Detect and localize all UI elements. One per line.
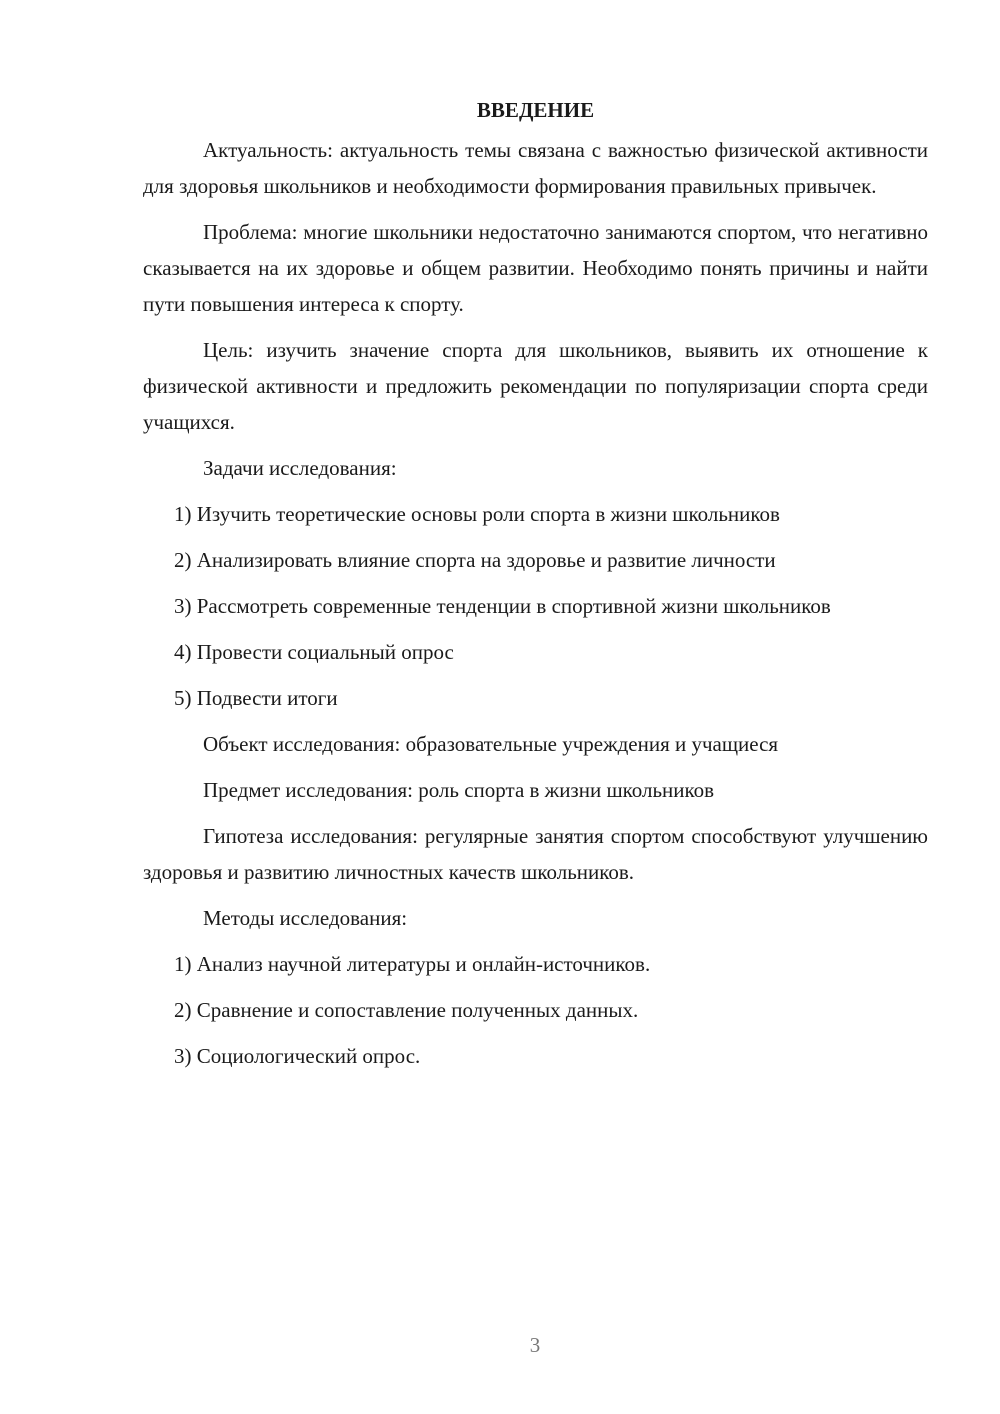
subject-paragraph: Предмет исследования: роль спорта в жизни школьников xyxy=(203,778,715,802)
object-paragraph: Объект исследования: образовательные учреждения и учащиеся xyxy=(203,732,779,756)
task-item: 2) Анализировать влияние спорта на здоровье и развитие личности xyxy=(174,548,776,572)
page-number: 3 xyxy=(529,1333,541,1357)
method-item: 3) Социологический опрос. xyxy=(174,1044,421,1068)
task-item: 5) Подвести итоги xyxy=(174,686,338,710)
task-item: 4) Провести социальный опрос xyxy=(174,640,454,664)
document-body xyxy=(143,92,928,1084)
relevance-paragraph: Актуальность: актуальность темы связана с важностью физической активности для здоровья школьников и необходимости формирования правильных привычек. xyxy=(143,138,928,198)
method-item: 1) Анализ научной литературы и онлайн-источников. xyxy=(174,952,651,976)
goal-paragraph: Цель: изучить значение спорта для школьников, выявить их отношение к физической активности и предложить рекомендации по популяризации спорта среди учащихся. xyxy=(143,338,928,434)
section-heading: ВВЕДЕНИЕ xyxy=(476,98,595,122)
hypothesis-paragraph: Гипотеза исследования: регулярные занятия спортом способствуют улучшению здоровья и развитию личностных качеств школьников. xyxy=(143,824,928,884)
task-item: 3) Рассмотреть современные тенденции в спортивной жизни школьников xyxy=(174,594,831,618)
task-item: 1) Изучить теоретические основы роли спорта в жизни школьников xyxy=(174,502,780,526)
method-item: 2) Сравнение и сопоставление полученных данных. xyxy=(174,998,639,1022)
problem-paragraph: Проблема: многие школьники недостаточно занимаются спортом, что негативно сказывается на их здоровье и общем развитии. Необходимо понять причины и найти пути повышения интереса к спорту. xyxy=(143,220,928,316)
methods-title: Методы исследования: xyxy=(203,906,408,930)
tasks-title: Задачи исследования: xyxy=(203,456,397,480)
